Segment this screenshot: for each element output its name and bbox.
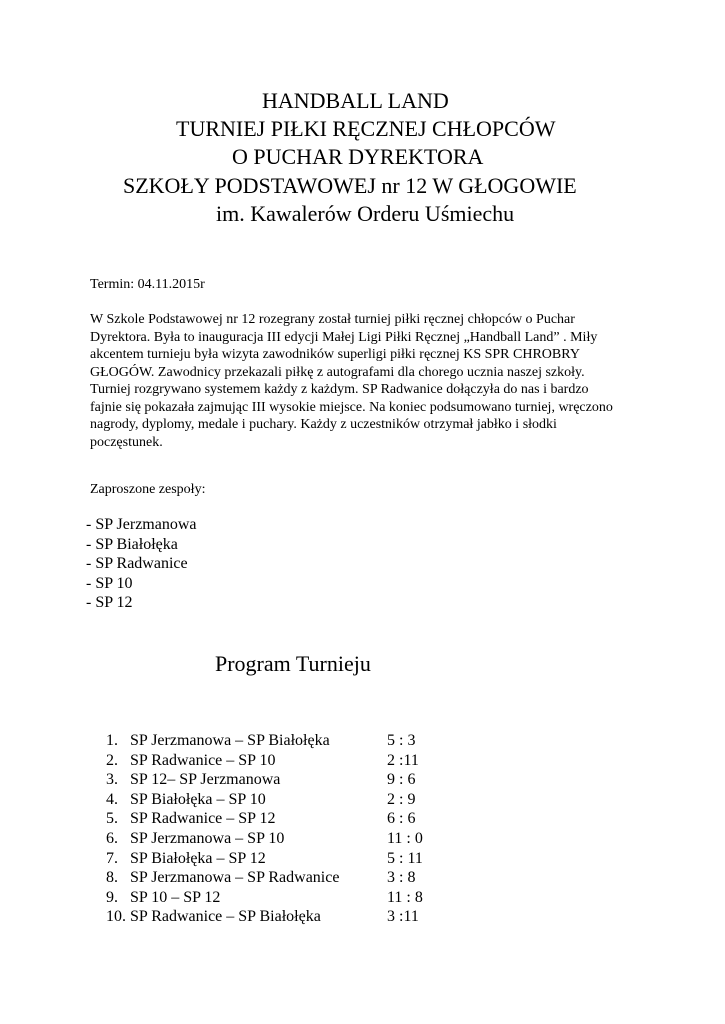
match-row — [106, 849, 466, 869]
match-number: 6. — [106, 829, 118, 847]
paragraph-line: akcentem turnieju była wizyta zawodników superligi piłki ręcznej KS SPR CHROBRY — [90, 347, 580, 362]
match-number: 2. — [106, 751, 118, 769]
match-number: 10. — [106, 908, 126, 926]
team-list — [86, 515, 197, 613]
title-line-2: TURNIEJ PIŁKI RĘCZNEJ CHŁOPCÓW — [176, 116, 556, 141]
match-row — [106, 751, 466, 771]
match-score: 2 : 9 — [387, 790, 416, 808]
match-teams: SP Jerzmanowa – SP Radwanice — [130, 869, 340, 887]
paragraph-line: nagrody, dyplomy, medale i puchary. Każdy z uczestników otrzymał jabłko i słodki — [90, 417, 557, 432]
title-line-1: HANDBALL LAND — [262, 88, 449, 113]
match-teams: SP Jerzmanowa – SP Białołęka — [130, 732, 330, 749]
team-item: - SP Radwanice — [86, 555, 188, 572]
event-date: Termin: 04.11.2015r — [90, 277, 205, 292]
description-paragraph — [90, 311, 690, 451]
match-number: 3. — [106, 771, 118, 789]
match-teams: SP 10 – SP 12 — [130, 888, 221, 906]
match-row — [106, 731, 466, 751]
invited-teams-label: Zaproszone zespoły: — [90, 482, 206, 497]
match-score: 3 :11 — [387, 908, 419, 926]
team-item: - SP Jerzmanowa — [86, 516, 197, 533]
match-number: 1. — [106, 732, 118, 749]
title-line-4: SZKOŁY PODSTAWOWEJ nr 12 W GŁOGOWIE — [123, 173, 577, 198]
match-score: 5 : 11 — [387, 849, 423, 867]
match-number: 4. — [106, 790, 118, 808]
title-line-5: im. Kawalerów Orderu Uśmiechu — [216, 201, 515, 226]
match-row — [106, 809, 466, 829]
match-score: 6 : 6 — [387, 810, 416, 828]
match-score: 5 : 3 — [387, 732, 416, 749]
match-teams: SP Radwanice – SP 10 — [130, 751, 276, 769]
match-teams: SP Białołęka – SP 12 — [130, 849, 266, 867]
paragraph-line: GŁOGÓW. Zawodnicy przekazali piłkę z autografami dla chorego ucznia naszej szkoły. — [90, 364, 585, 380]
match-teams: SP Radwanice – SP 12 — [130, 810, 276, 828]
match-teams: SP 12– SP Jerzmanowa — [130, 771, 281, 789]
paragraph-line: Turniej rozgrywano systemem każdy z każdym. SP Radwanice dołączyła do nas i bardzo — [90, 382, 589, 397]
match-number: 9. — [106, 888, 118, 906]
match-teams: SP Białołęka – SP 10 — [130, 790, 266, 808]
team-item: - SP 10 — [86, 574, 133, 592]
match-score: 9 : 6 — [387, 771, 416, 789]
match-score: 3 : 8 — [387, 869, 416, 887]
program-heading: Program Turnieju — [215, 651, 371, 676]
match-row — [106, 829, 466, 849]
paragraph-line: Dyrektora. Była to inauguracja III edycji Małej Ligi Piłki Ręcznej „Handball Land” . Miły — [90, 329, 598, 345]
match-teams: SP Radwanice – SP Białołęka — [130, 908, 321, 926]
team-item: - SP 12 — [86, 594, 133, 611]
paragraph-line: fajnie się pokazała zajmując III wysokie miejsce. Na koniec podsumowano turniej, wręczono — [90, 399, 613, 415]
match-score: 11 : 8 — [387, 888, 423, 906]
match-number: 7. — [106, 849, 118, 867]
match-list — [106, 731, 466, 927]
match-row — [106, 770, 466, 790]
match-row — [106, 907, 466, 927]
team-item: - SP Białołęka — [86, 535, 178, 553]
match-score: 11 : 0 — [387, 829, 423, 847]
match-teams: SP Jerzmanowa – SP 10 — [130, 829, 285, 847]
match-number: 8. — [106, 869, 118, 887]
paragraph-line: W Szkole Podstawowej nr 12 rozegrany został turniej piłki ręcznej chłopców o Puchar — [90, 312, 575, 327]
paragraph-line: poczęstunek. — [90, 434, 163, 450]
match-number: 5. — [106, 810, 118, 828]
match-row — [106, 868, 466, 888]
match-row — [106, 790, 466, 810]
match-row — [106, 888, 466, 908]
match-score: 2 :11 — [387, 751, 419, 769]
title-line-3: O PUCHAR DYREKTORA — [232, 144, 484, 169]
